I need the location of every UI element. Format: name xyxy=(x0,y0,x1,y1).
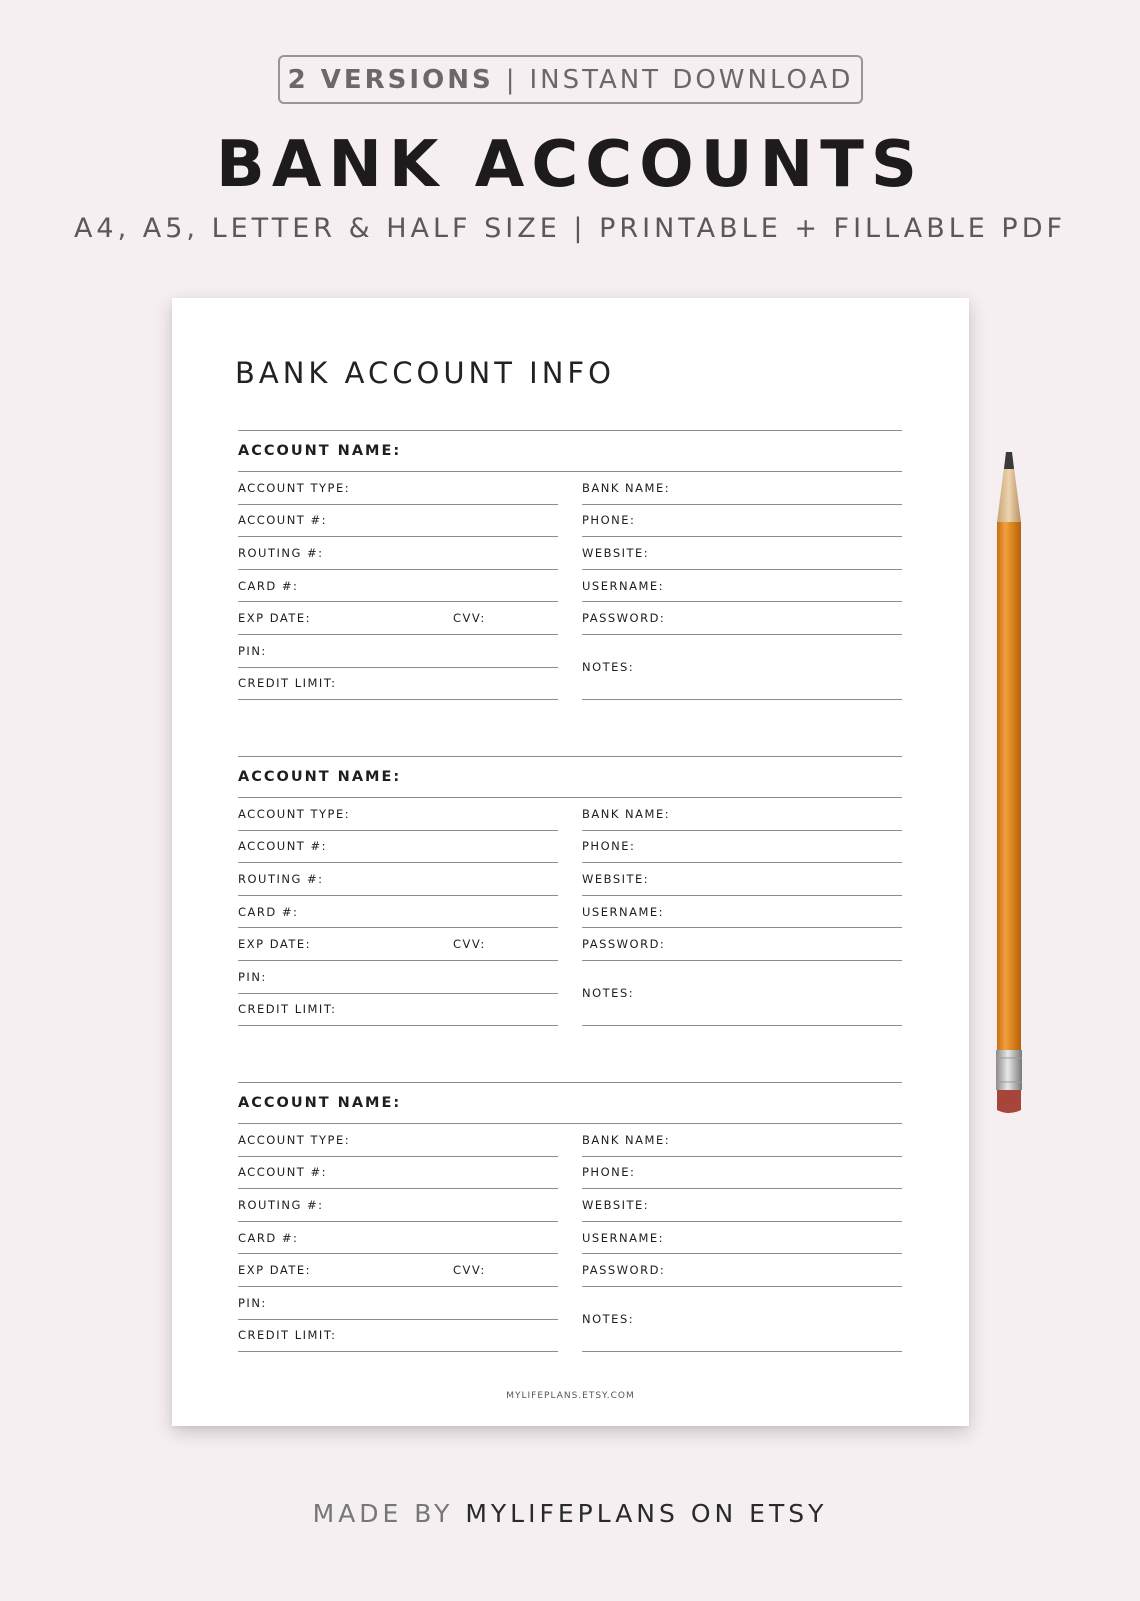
account-section xyxy=(238,1082,902,1352)
account-number-label: ACCOUNT #: xyxy=(238,839,327,854)
badge-versions: 2 VERSIONS xyxy=(287,64,494,95)
account-details-column xyxy=(238,798,558,1026)
account-number-label: ACCOUNT #: xyxy=(238,1165,327,1180)
sheet-footer-url: MYLIFEPLANS.ETSY.COM xyxy=(506,1391,635,1401)
account-type-label: ACCOUNT TYPE: xyxy=(238,1132,351,1147)
username-label: USERNAME: xyxy=(582,578,665,593)
page-subtitle: A4, A5, LETTER & HALF SIZE | PRINTABLE + FILLABLE PDF xyxy=(73,213,1067,244)
username-label: USERNAME: xyxy=(582,1230,665,1245)
notes-field[interactable] xyxy=(582,635,902,700)
account-type-field[interactable] xyxy=(238,472,558,505)
credit-limit-field[interactable] xyxy=(238,1320,558,1353)
exp-date-field[interactable] xyxy=(238,602,558,635)
account-name-label: ACCOUNT NAME: xyxy=(238,769,402,785)
exp-date-field[interactable] xyxy=(238,928,558,961)
username-field[interactable] xyxy=(582,570,902,603)
bank-name-label: BANK NAME: xyxy=(582,480,671,495)
pencil-icon xyxy=(992,452,1026,1116)
routing-number-field[interactable] xyxy=(238,863,558,896)
card-number-label: CARD #: xyxy=(238,904,299,919)
exp-date-label: EXP DATE: xyxy=(238,611,312,626)
routing-number-field[interactable] xyxy=(238,1189,558,1222)
website-label: WEBSITE: xyxy=(582,545,650,560)
bank-details-column xyxy=(582,1124,902,1352)
made-by-credit xyxy=(0,1499,1140,1528)
made-by-prefix: MADE BY xyxy=(312,1499,454,1528)
credit-limit-field[interactable] xyxy=(238,668,558,701)
account-type-label: ACCOUNT TYPE: xyxy=(238,806,351,821)
account-number-field[interactable] xyxy=(238,505,558,538)
card-number-field[interactable] xyxy=(238,570,558,603)
account-number-label: ACCOUNT #: xyxy=(238,513,327,528)
password-field[interactable] xyxy=(582,928,902,961)
username-label: USERNAME: xyxy=(582,904,665,919)
pin-field[interactable] xyxy=(238,961,558,994)
bank-name-field[interactable] xyxy=(582,798,902,831)
format-badge xyxy=(278,55,863,104)
username-field[interactable] xyxy=(582,896,902,929)
account-name-row xyxy=(238,1082,902,1124)
cvv-label: CVV: xyxy=(453,1263,486,1278)
account-type-label: ACCOUNT TYPE: xyxy=(238,480,351,495)
account-details-column xyxy=(238,472,558,700)
website-field[interactable] xyxy=(582,537,902,570)
password-label: PASSWORD: xyxy=(582,937,666,952)
routing-number-label: ROUTING #: xyxy=(238,1197,324,1212)
bank-name-field[interactable] xyxy=(582,1124,902,1157)
website-label: WEBSITE: xyxy=(582,1197,650,1212)
credit-limit-label: CREDIT LIMIT: xyxy=(238,1328,337,1343)
credit-limit-field[interactable] xyxy=(238,994,558,1027)
account-name-label: ACCOUNT NAME: xyxy=(238,443,402,459)
routing-number-field[interactable] xyxy=(238,537,558,570)
website-field[interactable] xyxy=(582,1189,902,1222)
exp-date-label: EXP DATE: xyxy=(238,937,312,952)
exp-date-field[interactable] xyxy=(238,1254,558,1287)
pin-field[interactable] xyxy=(238,635,558,668)
page-title: BANK ACCOUNTS xyxy=(216,128,924,202)
phone-field[interactable] xyxy=(582,1157,902,1190)
bank-details-column xyxy=(582,472,902,700)
badge-download: INSTANT DOWNLOAD xyxy=(529,64,854,95)
password-label: PASSWORD: xyxy=(582,611,666,626)
pin-label: PIN: xyxy=(238,643,267,658)
exp-date-label: EXP DATE: xyxy=(238,1263,312,1278)
pin-label: PIN: xyxy=(238,1295,267,1310)
credit-limit-label: CREDIT LIMIT: xyxy=(238,676,337,691)
notes-label: NOTES: xyxy=(582,1312,635,1327)
phone-field[interactable] xyxy=(582,505,902,538)
password-field[interactable] xyxy=(582,602,902,635)
account-section xyxy=(238,756,902,1026)
phone-label: PHONE: xyxy=(582,1165,636,1180)
account-details-column xyxy=(238,1124,558,1352)
bank-details-column xyxy=(582,798,902,1026)
routing-number-label: ROUTING #: xyxy=(238,871,324,886)
credit-limit-label: CREDIT LIMIT: xyxy=(238,1002,337,1017)
printable-sheet xyxy=(172,298,969,1426)
cvv-label: CVV: xyxy=(453,937,486,952)
routing-number-label: ROUTING #: xyxy=(238,545,324,560)
phone-label: PHONE: xyxy=(582,513,636,528)
username-field[interactable] xyxy=(582,1222,902,1255)
card-number-label: CARD #: xyxy=(238,578,299,593)
bank-name-label: BANK NAME: xyxy=(582,806,671,821)
account-name-label: ACCOUNT NAME: xyxy=(238,1095,402,1111)
website-label: WEBSITE: xyxy=(582,871,650,886)
website-field[interactable] xyxy=(582,863,902,896)
notes-label: NOTES: xyxy=(582,660,635,675)
bank-name-label: BANK NAME: xyxy=(582,1132,671,1147)
account-name-row xyxy=(238,756,902,798)
notes-field[interactable] xyxy=(582,961,902,1026)
pin-label: PIN: xyxy=(238,969,267,984)
card-number-label: CARD #: xyxy=(238,1230,299,1245)
account-type-field[interactable] xyxy=(238,1124,558,1157)
account-section xyxy=(238,430,902,700)
card-number-field[interactable] xyxy=(238,1222,558,1255)
notes-label: NOTES: xyxy=(582,986,635,1001)
notes-field[interactable] xyxy=(582,1287,902,1352)
password-label: PASSWORD: xyxy=(582,1263,666,1278)
pin-field[interactable] xyxy=(238,1287,558,1320)
password-field[interactable] xyxy=(582,1254,902,1287)
phone-label: PHONE: xyxy=(582,839,636,854)
card-number-field[interactable] xyxy=(238,896,558,929)
account-number-field[interactable] xyxy=(238,1157,558,1190)
bank-name-field[interactable] xyxy=(582,472,902,505)
account-name-row xyxy=(238,430,902,472)
badge-separator: | xyxy=(505,64,518,95)
account-type-field[interactable] xyxy=(238,798,558,831)
phone-field[interactable] xyxy=(582,831,902,864)
sheet-title: BANK ACCOUNT INFO xyxy=(235,356,615,390)
made-by-shop: MYLIFEPLANS ON ETSY xyxy=(465,1499,828,1528)
cvv-label: CVV: xyxy=(453,611,486,626)
account-number-field[interactable] xyxy=(238,831,558,864)
